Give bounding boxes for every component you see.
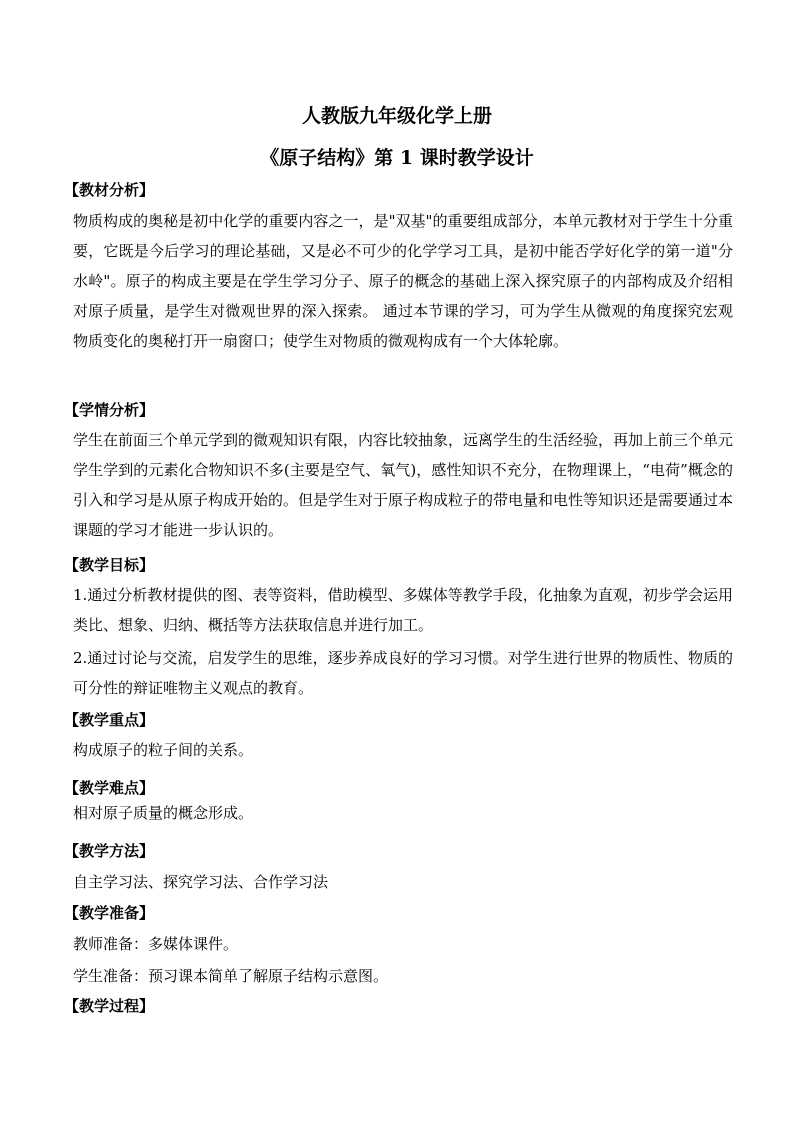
heading-student-analysis: 【学情分析】: [64, 401, 155, 419]
document-title: 人教版九年级化学上册: [301, 105, 492, 127]
paragraph-methods: 自主学习法、探究学习法、合作学习法: [73, 873, 329, 891]
heading-difficulties: 【教学难点】: [64, 779, 155, 797]
heading-key-points: 【教学重点】: [64, 711, 155, 729]
goal-item-2: 2.通过讨论与交流，启发学生的思维，逐步养成良好的学习习惯。对学生进行世界的物质性、物质的可分性的辩证唯物主义观点的教育。: [73, 649, 733, 697]
paragraph-student-analysis: 学生在前面三个单元学到的微观知识有限，内容比较抽象，远离学生的生活经验，再加上前三个单元学生学到的元素化合物知识不多(主要是空气、氧气)，感性知识不充分，在物理课上，“电荷”概念的引入和学习是从原子构成开始的。但是学生对于原子构成粒子的带电量和电性等知识还是需要通过本课题的学习才能进一步认识的。: [73, 431, 734, 539]
heading-teaching-goals: 【教学目标】: [64, 556, 155, 574]
heading-process: 【教学过程】: [64, 997, 155, 1015]
heading-methods: 【教学方法】: [64, 842, 155, 860]
paragraph-key-points: 构成原子的粒子间的关系。: [73, 741, 254, 759]
heading-preparation: 【教学准备】: [64, 904, 155, 922]
paragraph-teacher-preparation: 教师准备：多媒体课件。: [73, 935, 239, 953]
paragraph-difficulties: 相对原子质量的概念形成。: [73, 804, 254, 822]
heading-textbook-analysis: 【教材分析】: [64, 181, 155, 199]
goal-item-1: 1.通过分析教材提供的图、表等资料，借助模型、多媒体等教学手段，化抽象为直观，初步学会运用类比、想象、归纳、概括等方法获取信息并进行加工。: [73, 586, 733, 634]
document-subtitle: 《原子结构》第 1 课时教学设计: [260, 147, 534, 169]
paragraph-student-preparation: 学生准备：预习课本简单了解原子结构示意图。: [73, 967, 389, 985]
paragraph-textbook-analysis: 物质构成的奥秘是初中化学的重要内容之一，是"双基"的重要组成部分，本单元教材对于学生十分重要，它既是今后学习的理论基础，又是必不可少的化学学习工具，是初中能否学好化学的第一道"分水岭"。原子的构成主要是在学生学习分子、原子的概念的基础上深入探究原子的内部构成及介绍相对原子质量，是学生对微观世界的深入探索。 通过本节课的学习，可为学生从微观的角度探究宏观物质变化的奥秘打开一扇窗口；使学生对物质的微观构成有一个大体轮廓。: [73, 212, 733, 350]
